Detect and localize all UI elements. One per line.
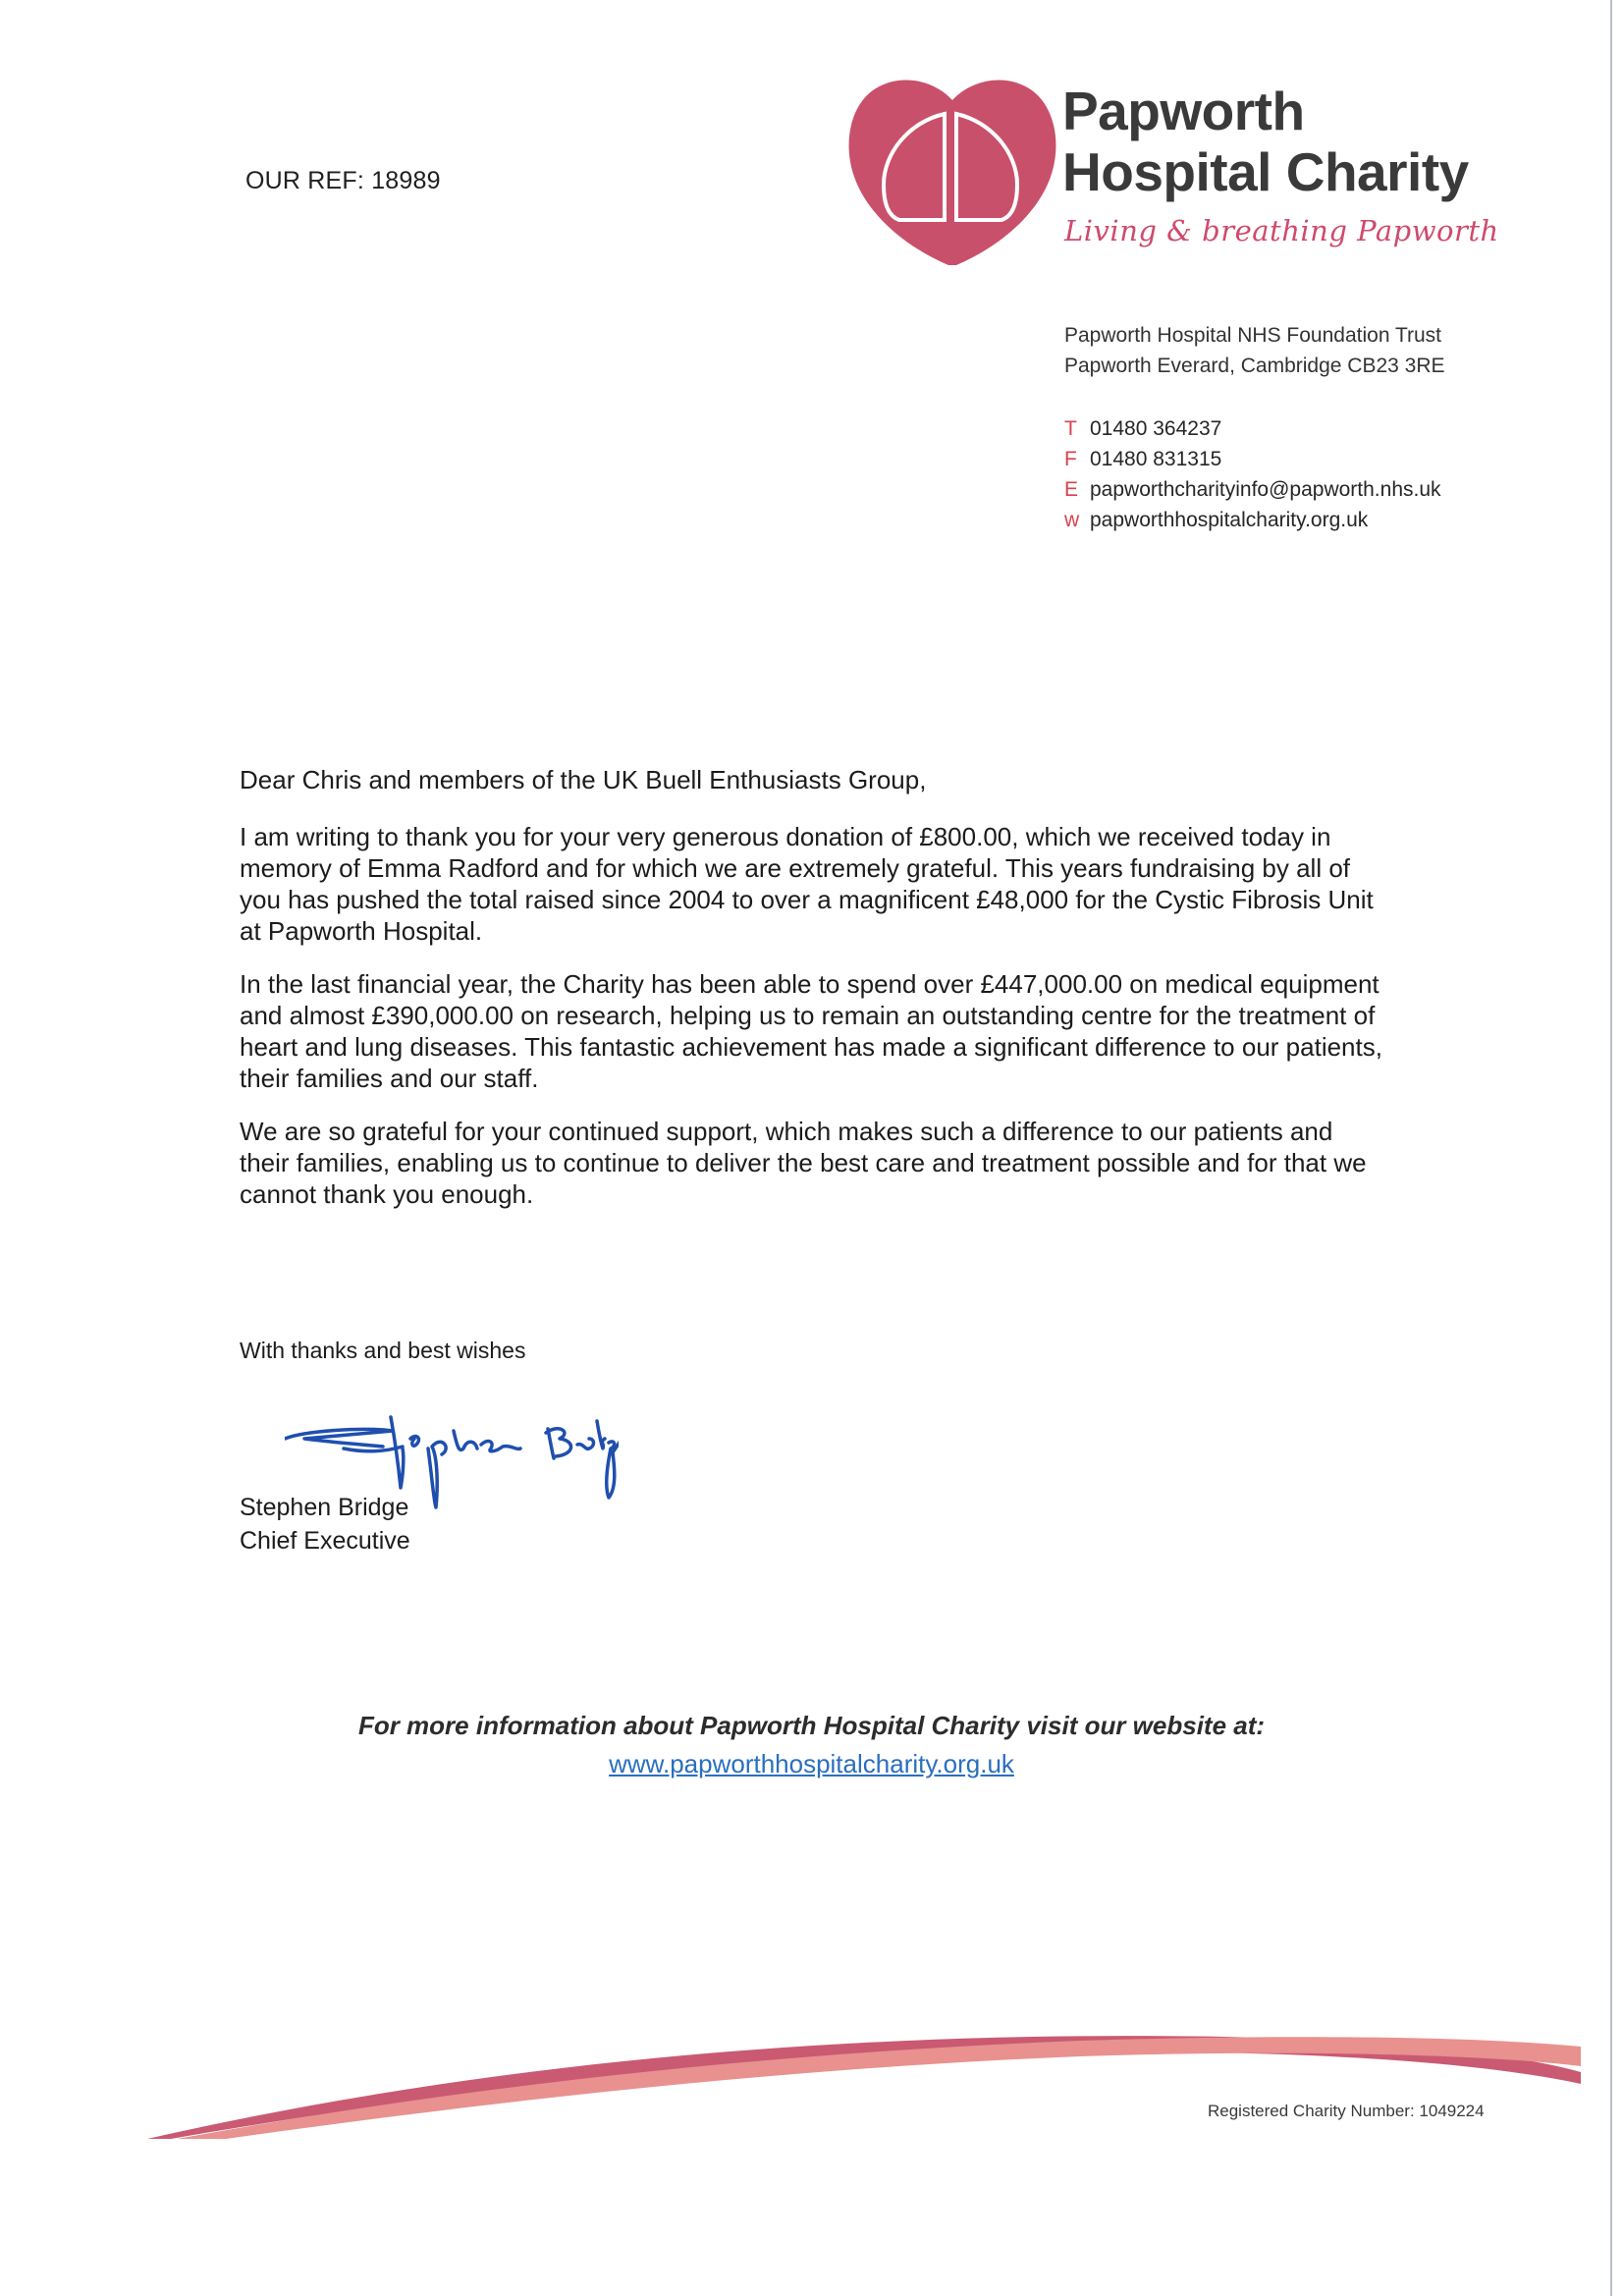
footer-info-text: For more information about Papworth Hospital Charity visit our website at: — [357, 1711, 1266, 1740]
website-link[interactable]: www.papworthhospitalcharity.org.uk — [609, 1749, 1014, 1778]
signer-block — [240, 1491, 410, 1558]
heart-shape — [849, 80, 1056, 265]
address-line: Papworth Hospital NHS Foundation Trust — [1064, 324, 1442, 347]
signer-title: Chief Executive — [240, 1527, 410, 1555]
heart-lungs-logo-icon — [846, 75, 1058, 267]
contact-email — [1064, 474, 1441, 505]
decorative-swoosh — [147, 2013, 1581, 2141]
address-line: Papworth Everard, Cambridge CB23 3RE — [1064, 355, 1445, 377]
reference-number: OUR REF: 18989 — [245, 167, 441, 194]
sender-address — [1064, 320, 1445, 381]
registered-charity-number: Registered Charity Number: 1049224 — [1208, 2102, 1485, 2120]
contact-label: F — [1064, 448, 1077, 470]
letter-paragraph: I am writing to thank you for your very generous donation of £800.00, which we received today in memory of Emma Radford and for which we are extremely grateful. This years fundraising by all of you has pushed the total raised since 2004 to over a magnificent £48,000 for the Cystic Fibrosis Unit at Papworth Hospital. — [240, 822, 1374, 946]
contact-label: w — [1064, 509, 1080, 531]
contact-value: 01480 831315 — [1090, 448, 1222, 470]
logo-title-line2: Hospital Charity — [1062, 141, 1469, 202]
logo-tagline: Living & breathing Papworth — [1064, 214, 1499, 247]
signer-name: Stephen Bridge — [240, 1494, 409, 1521]
letter-body — [240, 764, 1418, 1231]
page-edge-line — [1610, 0, 1612, 2296]
contact-details — [1064, 413, 1441, 535]
closing-line: With thanks and best wishes — [240, 1338, 526, 1363]
contact-value: papworthcharityinfo@papworth.nhs.uk — [1090, 478, 1441, 501]
salutation: Dear Chris and members of the UK Buell Enthusiasts Group, — [240, 765, 927, 794]
letter-paragraph: We are so grateful for your continued support, which makes such a difference to our patients and their families, enabling us to continue to deliver the best care and treatment possible and for that we cannot thank you enough. — [240, 1117, 1367, 1209]
swoosh-light-band — [177, 2037, 1581, 2139]
contact-fax — [1064, 444, 1441, 474]
contact-value: 01480 364237 — [1090, 417, 1222, 440]
contact-telephone — [1064, 413, 1441, 444]
contact-label: T — [1064, 417, 1077, 440]
contact-website — [1064, 505, 1441, 535]
contact-label: E — [1064, 478, 1079, 501]
contact-value: papworthhospitalcharity.org.uk — [1090, 509, 1369, 531]
logo-title-line1: Papworth — [1062, 81, 1305, 141]
logo-title — [1062, 81, 1469, 202]
letter-paragraph: In the last financial year, the Charity has been able to spend over £447,000.00 on medical equipment and almost £390,000.00 on research, helping us to remain an outstanding centre for the treatment of heart and lung diseases. This fantastic achievement has made a significant difference to our patients, their families and our staff. — [240, 969, 1382, 1093]
